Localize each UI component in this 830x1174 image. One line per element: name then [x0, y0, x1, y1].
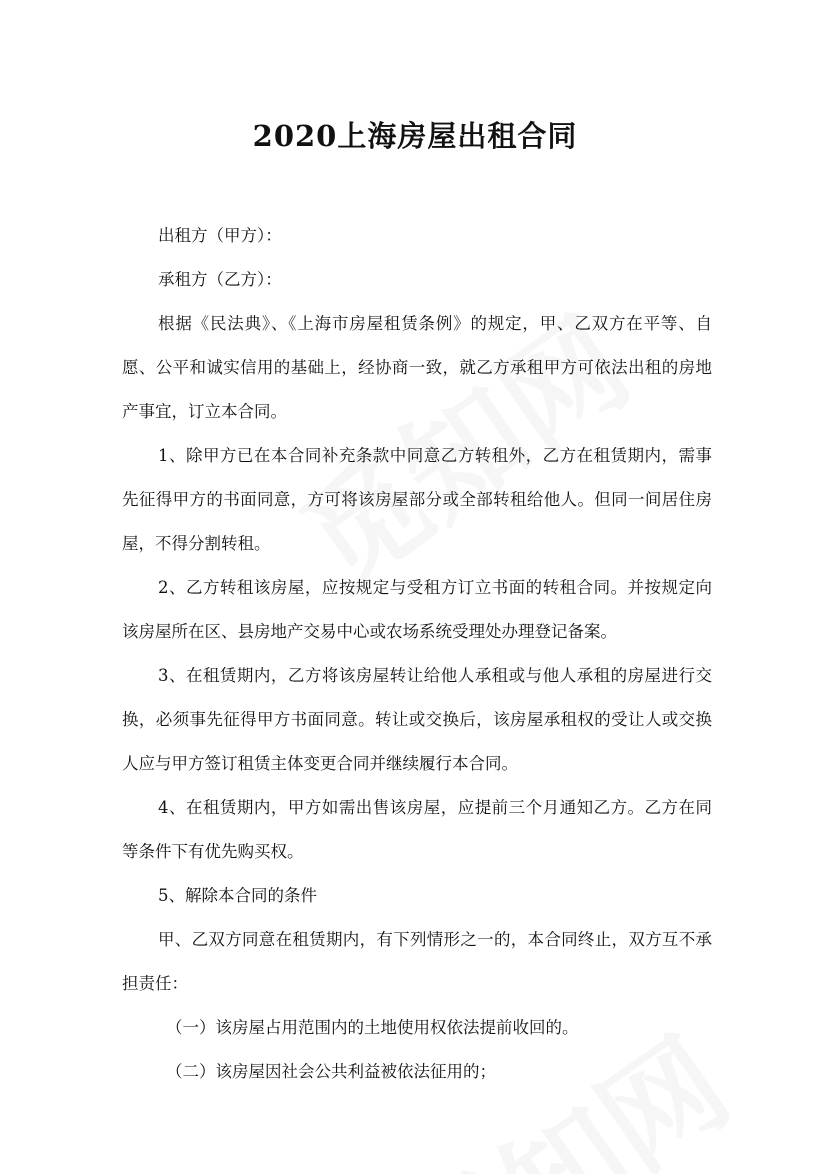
termination-item-2: （二）该房屋因社会公共利益被依法征用的； — [166, 1062, 496, 1081]
termination-item-1: （一）该房屋占用范围内的土地使用权依法提前收回的。 — [166, 1018, 579, 1037]
clause-5-heading: 5、解除本合同的条件 — [158, 886, 317, 905]
clause-3: 3、在租赁期内，乙方将该房屋转让给他人承租或与他人承租的房屋进行交换，必须事先征得甲方书面同意。转让或交换后，该房屋承租权的受让人或交换人应与甲方签订租赁主体变更合同并继续履行本合同。 — [122, 666, 712, 773]
document-body — [122, 214, 712, 1094]
clause-2: 2、乙方转租该房屋，应按规定与受租方订立书面的转租合同。并按规定向该房屋所在区、县房地产交易中心或农场系统受理处办理登记备案。 — [122, 578, 712, 641]
preamble-paragraph: 根据《民法典》、《上海市房屋租赁条例》的规定，甲、乙双方在平等、自愿、公平和诚实信用的基础上，经协商一致，就乙方承租甲方可依法出租的房地产事宜，订立本合同。 — [122, 314, 712, 421]
clause-4: 4、在租赁期内，甲方如需出售该房屋，应提前三个月通知乙方。乙方在同等条件下有优先购买权。 — [122, 798, 712, 861]
document-title: 2020上海房屋出租合同 — [252, 119, 578, 153]
clause-1: 1、除甲方已在本合同补充条款中同意乙方转租外，乙方在租赁期内，需事先征得甲方的书面同意，方可将该房屋部分或全部转租给他人。但同一间居住房屋，不得分割转租。 — [122, 446, 712, 553]
termination-intro: 甲、乙双方同意在租赁期内，有下列情形之一的，本合同终止，双方互不承担责任： — [122, 930, 712, 993]
lessee-line: 承租方（乙方）： — [158, 270, 282, 289]
lessor-line: 出租方（甲方）： — [158, 226, 282, 245]
